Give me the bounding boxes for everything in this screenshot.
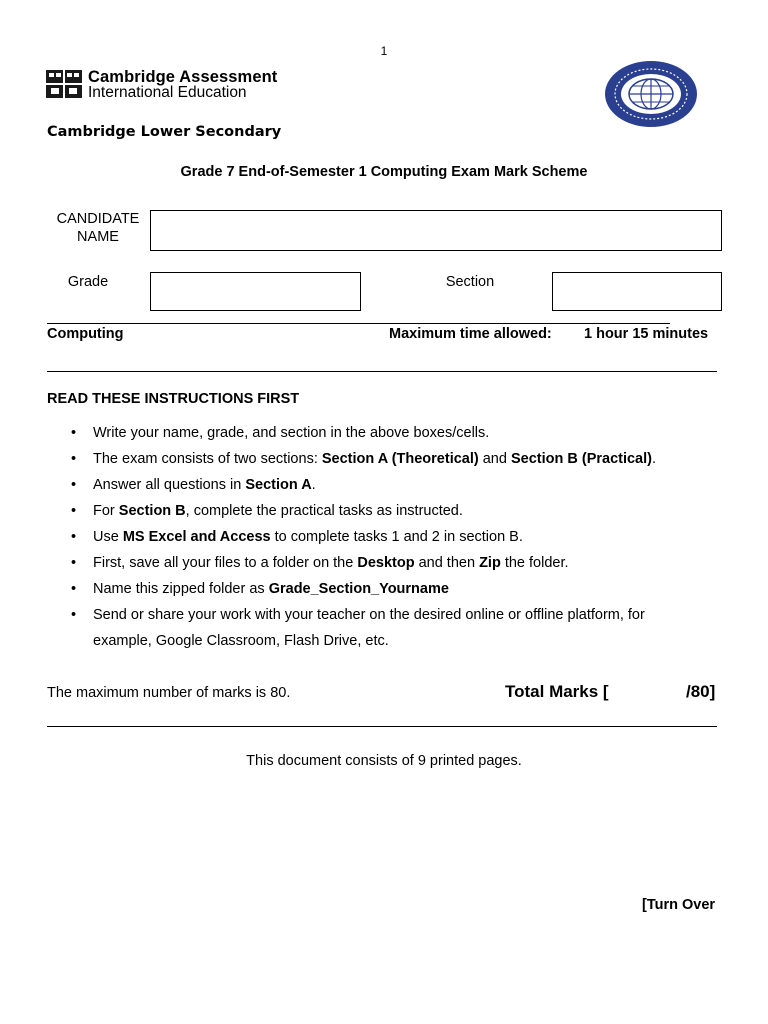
instruction-item: [47, 550, 687, 576]
instruction-emphasis: Section A: [245, 477, 312, 493]
total-marks-label: Total Marks [: [505, 682, 609, 701]
series-heading: Cambridge Lower Secondary: [47, 124, 282, 140]
instruction-item: [47, 602, 687, 654]
candidate-name-field[interactable]: [150, 210, 722, 251]
instruction-text: Send or share your work with your teacher on the desired online or offline platform, for example, Google Classroom, Flash Drive, etc.: [93, 607, 645, 649]
divider-line: [47, 371, 717, 372]
grade-label: Grade: [67, 274, 109, 290]
instruction-item: [47, 420, 687, 446]
instruction-emphasis: MS Excel and Access: [122, 529, 271, 545]
instruction-item: [47, 524, 687, 550]
instruction-text: First, save all your files to a folder on the: [93, 555, 358, 571]
instruction-emphasis: Zip: [479, 555, 501, 571]
instruction-text: Write your name, grade, and section in the above boxes/cells.: [93, 425, 490, 441]
divider-line: [47, 323, 670, 324]
instruction-text: the folder.: [500, 555, 569, 571]
instruction-text: Name this zipped folder as: [93, 581, 269, 597]
section-label: Section: [445, 274, 495, 290]
bullet-icon: •: [71, 529, 77, 545]
instruction-text: .: [311, 477, 316, 493]
instruction-text: and then: [414, 555, 480, 571]
bullet-icon: •: [71, 451, 77, 467]
max-marks-text: The maximum number of marks is 80.: [47, 685, 291, 701]
org-name-line2: International Education: [88, 84, 247, 101]
page-count-note: This document consists of 9 printed pages.: [246, 753, 522, 769]
instruction-text: Use: [93, 529, 123, 545]
bullet-icon: •: [71, 425, 77, 441]
school-seal-icon: [603, 60, 699, 128]
document-title: Grade 7 End-of-Semester 1 Computing Exam Mark Scheme: [180, 164, 588, 180]
turn-over-label: [Turn Over: [642, 897, 716, 913]
instruction-item: [47, 576, 687, 602]
instruction-text: Answer all questions in: [93, 477, 246, 493]
org-name-line1: Cambridge Assessment: [88, 68, 278, 86]
instruction-item: [47, 446, 687, 472]
instruction-text: , complete the practical tasks as instructed.: [185, 503, 463, 519]
bullet-icon: •: [71, 555, 77, 571]
cambridge-shield-icon: [46, 70, 82, 98]
time-label: Maximum time allowed:: [389, 326, 552, 342]
page-number: 1: [380, 44, 388, 58]
subject-label: Computing: [47, 326, 124, 342]
instruction-text: For: [93, 503, 119, 519]
grade-field[interactable]: [150, 272, 361, 311]
instructions-heading: READ THESE INSTRUCTIONS FIRST: [47, 391, 300, 407]
candidate-name-label: CANDIDATE NAME: [56, 211, 140, 245]
instruction-text: to complete tasks 1 and 2 in section B.: [270, 529, 523, 545]
section-field[interactable]: [552, 272, 722, 311]
bullet-icon: •: [71, 607, 77, 623]
instruction-item: [47, 498, 687, 524]
divider-line: [47, 726, 717, 727]
instruction-text: .: [651, 451, 657, 467]
instruction-emphasis: Desktop: [357, 555, 415, 571]
cambridge-logo: [46, 70, 277, 100]
bullet-icon: •: [71, 581, 77, 597]
total-marks-denominator: /80]: [686, 682, 716, 701]
instruction-emphasis: Section B (Practical): [510, 451, 652, 467]
instruction-emphasis: Grade_Section_Yourname: [268, 581, 449, 597]
instruction-emphasis: Section A (Theoretical): [321, 451, 479, 467]
instruction-item: [47, 472, 687, 498]
instructions-list: [47, 420, 687, 654]
bullet-icon: •: [71, 477, 77, 493]
time-value: 1 hour 15 minutes: [584, 326, 709, 342]
instruction-text: and: [478, 451, 511, 467]
bullet-icon: •: [71, 503, 77, 519]
instruction-text: The exam consists of two sections:: [93, 451, 322, 467]
instruction-emphasis: Section B: [118, 503, 186, 519]
